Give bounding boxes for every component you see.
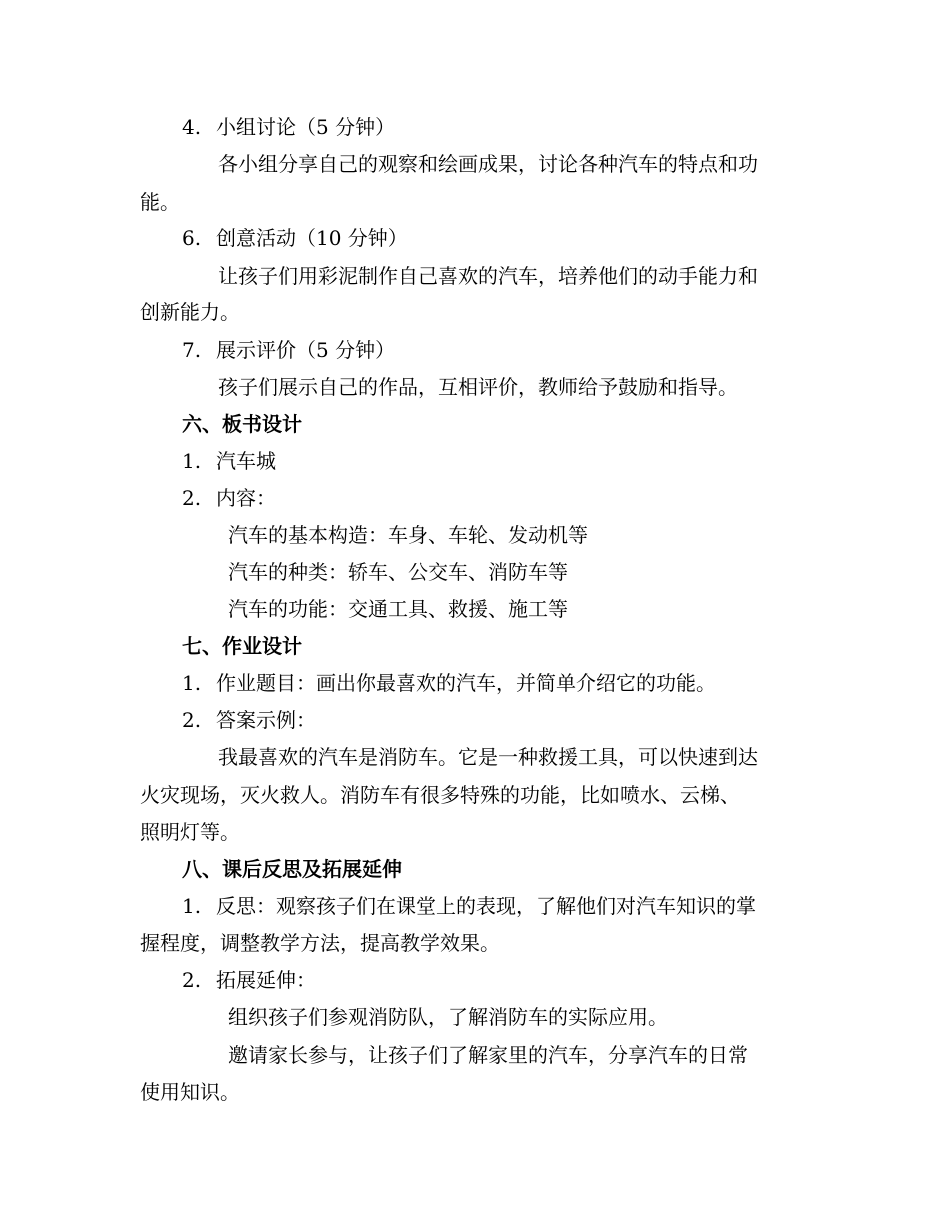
paragraph-line: 火灾现场，灭火救人。消防车有很多特殊的功能，比如喷水、云梯、 xyxy=(140,783,740,807)
paragraph-line: 各小组分享自己的观察和绘画成果，讨论各种汽车的特点和功 xyxy=(218,152,758,176)
paragraph-line: 照明灯等。 xyxy=(140,820,240,844)
list-number: 2. xyxy=(182,968,202,992)
paragraph-line: 使用知识。 xyxy=(140,1080,240,1104)
content-line: 汽车的基本构造：车身、车轮、发动机等 xyxy=(228,523,588,547)
list-item-7 xyxy=(182,338,395,362)
list-item-4 xyxy=(182,115,395,139)
content-line: 组织孩子们参观消防队，了解消防车的实际应用。 xyxy=(228,1005,668,1029)
list-item-text: 拓展延伸： xyxy=(216,968,316,992)
section-heading-homework: 七、作业设计 xyxy=(182,634,302,658)
list-item-2 xyxy=(182,708,316,732)
section-heading-board-design: 六、板书设计 xyxy=(182,412,302,436)
list-item-text: 展示评价（5 分钟） xyxy=(216,338,396,362)
paragraph-line: 我最喜欢的汽车是消防车。它是一种救援工具，可以快速到达 xyxy=(218,745,758,769)
list-item-1 xyxy=(182,449,276,473)
list-number: 1. xyxy=(182,671,202,695)
list-item-text: 作业题目：画出你最喜欢的汽车，并简单介绍它的功能。 xyxy=(216,671,716,695)
list-item-2 xyxy=(182,968,316,992)
list-item-text: 反思：观察孩子们在课堂上的表现，了解他们对汽车知识的掌 xyxy=(216,894,756,918)
list-number: 2. xyxy=(182,486,202,510)
list-item-text: 小组讨论（5 分钟） xyxy=(216,115,396,139)
list-number: 1. xyxy=(182,449,202,473)
paragraph-line: 让孩子们用彩泥制作自己喜欢的汽车，培养他们的动手能力和 xyxy=(218,264,758,288)
paragraph-line: 握程度，调整教学方法，提高教学效果。 xyxy=(140,931,500,955)
section-heading-reflection: 八、课后反思及拓展延伸 xyxy=(182,857,402,881)
list-item-text: 汽车城 xyxy=(216,449,276,473)
list-item-text: 答案示例： xyxy=(216,708,316,732)
content-line: 邀请家长参与，让孩子们了解家里的汽车，分享汽车的日常 xyxy=(228,1043,748,1067)
content-line: 汽车的功能：交通工具、救援、施工等 xyxy=(228,597,568,621)
list-item-2 xyxy=(182,486,276,510)
list-number: 4. xyxy=(182,115,202,139)
list-item-text: 创意活动（10 分钟） xyxy=(216,226,408,250)
paragraph-line: 孩子们展示自己的作品，互相评价，教师给予鼓励和指导。 xyxy=(218,375,738,399)
list-item-6 xyxy=(182,226,408,250)
list-item-1 xyxy=(182,671,716,695)
list-item-text: 内容： xyxy=(216,486,276,510)
paragraph-line: 能。 xyxy=(140,190,180,214)
list-number: 2. xyxy=(182,708,202,732)
content-line: 汽车的种类：轿车、公交车、消防车等 xyxy=(228,560,568,584)
list-item-1 xyxy=(182,894,756,918)
paragraph-line: 创新能力。 xyxy=(140,300,240,324)
list-number: 1. xyxy=(182,894,202,918)
list-number: 6. xyxy=(182,226,202,250)
list-number: 7. xyxy=(182,338,202,362)
